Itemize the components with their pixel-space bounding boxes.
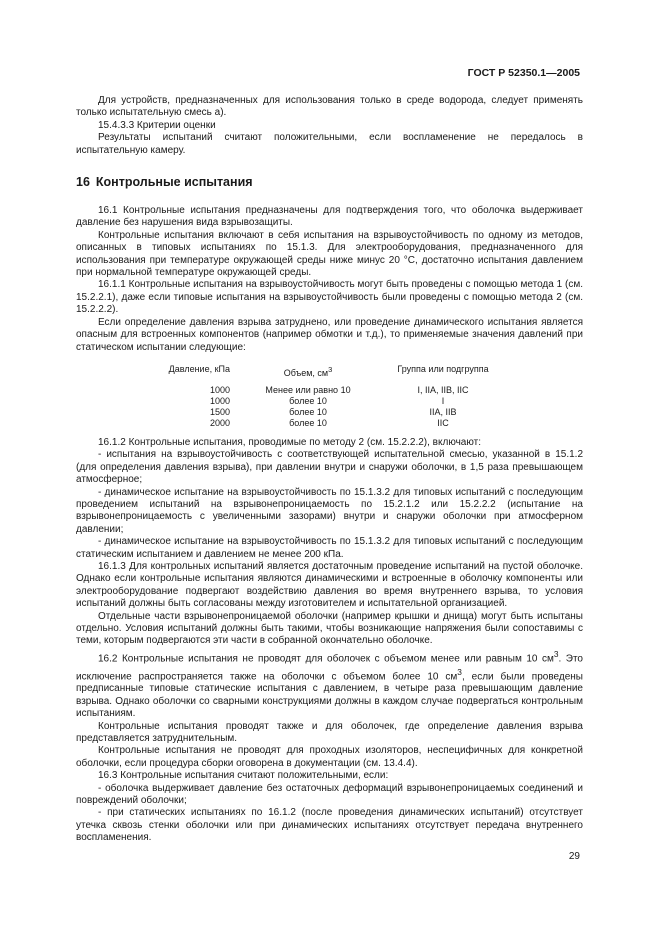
superscript-3: 3 xyxy=(457,666,462,677)
paragraph-16-3: 16.3 Контрольные испытания считают положительными, если: xyxy=(98,770,389,782)
section-heading xyxy=(76,175,583,190)
table-header-row xyxy=(76,364,518,385)
paragraph-16-2: 16.2 Контрольные испытания не проводят для оболочек с объемом менее или равным 10 $см^3$. Это исключение распространяется также на оболочки с объемом более 10 $см^3$, если были проведены предписанные типовые статические испытания с давлением, в четыре раза превышающим давление взрыва. Однако оболочки со сварными конструкциями должны в каждом случае подвергаться контрольным испытаниям. xyxy=(76,648,583,720)
paragraph-16-2-b: Контрольные испытания проводят также и для оболочек, где определение давления взрыва представляется затруднительным. xyxy=(76,720,583,744)
subheading-criteria: 15.4.3.3 Критерии оценки xyxy=(98,119,216,131)
cell-pressure: 2000 xyxy=(209,417,230,428)
cell-pressure: 1000 xyxy=(209,395,230,406)
paragraph-16-1-1: 16.1.1 Контрольные испытания на взрывоустойчивость могут быть проведены с помощью метода 1 (см. 15.2.2.1), даже если типовые испытания на взрывоустойчивость были проведены с помощью метода 2 (см. 15.2.2.2). xyxy=(76,279,583,316)
list-item-16-3-a: - оболочка выдерживает давление без остаточных деформаций взрывонепроницаемых соединений и повреждений оболочки; xyxy=(76,782,583,806)
header-volume: Объем, $см^3$ xyxy=(283,364,333,378)
page-number: 29 xyxy=(568,851,580,862)
page-content xyxy=(76,95,583,845)
paragraph-16-1-2: 16.1.2 Контрольные испытания, проводимые по методу 2 (см. 15.2.2.2), включают: xyxy=(98,436,482,448)
cell-volume: Менее или равно 10 xyxy=(265,384,351,395)
cell-group: I, IIA, IIB, IIC xyxy=(417,384,469,395)
table-row xyxy=(76,418,518,429)
cell-group: IIC xyxy=(437,417,449,428)
list-item-16-1-2-c: - динамическое испытание на взрывоустойчивость по 15.1.3.2 для типовых испытаний с последующим статическим испытанием и давлением не менее 200 кПа. xyxy=(76,536,583,560)
paragraph-16-1-b: Контрольные испытания включают в себя испытания на взрывоустойчивость по одному из методов, описанных в типовых испытаниях по 15.1.3. Для электрооборудования, предназначенного для использования при температуре окружающей среды ниже минус 20 °С, достаточно испытания давлением при нормальной температуре окружающей среды. xyxy=(76,229,583,279)
paragraph-16-1: 16.1 Контрольные испытания предназначены для подтверждения того, что оболочка выдерживает давление без нарушения вида взрывозащиты. xyxy=(76,205,583,229)
paragraph-hydrogen: Для устройств, предназначенных для использования только в среде водорода, следует применять только испытательную смесь а). xyxy=(76,95,583,119)
cell-group: IIA, IIB xyxy=(429,406,457,417)
paragraph-16-1-3-b: Отдельные части взрывонепроницаемой оболочки (например крышки и днища) могут быть испытаны отдельно. Условия испытаний должны быть такими, чтобы возникающие напряжения были сопоставимы с теми, которым подвергаются эти части в собранной окончательно оболочке. xyxy=(76,610,583,647)
section-title: Контрольные испытания xyxy=(95,175,253,190)
table-row xyxy=(76,407,518,418)
cell-pressure: 1500 xyxy=(209,406,230,417)
list-item-16-1-2-b: - динамическое испытание на взрывоустойчивость по 15.1.3.2 для типовых испытаний с последующим проведением испытаний на взрывонепроницаемость по 15.2.1.2 или 15.2.2.2 (испытание на взрывонепроницаемость с увеличенными зазорами) внутри и снаружи оболочки при атмосферном давлении; xyxy=(76,486,583,535)
cell-pressure: 1000 xyxy=(209,384,230,395)
header-pressure: Давление, кПа xyxy=(168,363,230,374)
table-row xyxy=(76,385,518,396)
paragraph-16-1-3: 16.1.3 Для контрольных испытаний является достаточным проведение испытаний на пустой оболочке. Однако если контрольные испытания являются динамическими и встроенные в оболочку компоненты или электрооборудование подвергают воздействию давления во время внутреннего взрыва, то условия испытаний должны быть согласованы между изготовителем и испытательной организацией. xyxy=(76,560,583,610)
superscript-3: 3 xyxy=(553,648,559,659)
table-row xyxy=(76,396,518,407)
list-item-16-3-b: - при статических испытаниях по 16.1.2 (после проведения динамических испытаний) отсутствует утечка сквозь стенки оболочки или при динамических испытаниях отсутствует передача внутреннего воспламенения. xyxy=(76,807,583,844)
list-item-16-1-2-a: - испытания на взрывоустойчивость с соответствующей испытательной смесью, указанной в 15.1.2 (для определения давления взрыва), при давлении внутри и снаружи оболочки, в 1,5 раза превышающем атмосферное; xyxy=(76,449,583,486)
standard-header: ГОСТ Р 52350.1—2005 xyxy=(467,67,580,79)
pressure-table xyxy=(76,364,518,429)
paragraph-results: Результаты испытаний считают положительными, если воспламенение не передалось в испытательную камеру. xyxy=(76,132,583,156)
section-number: 16 xyxy=(76,175,90,190)
header-volume-sup: 3 xyxy=(328,364,333,374)
cell-volume: более 10 xyxy=(289,417,327,428)
header-group: Группа или подгруппа xyxy=(397,363,489,374)
cell-volume: более 10 xyxy=(289,406,327,417)
paragraph-16-2-c: Контрольные испытания не проводят для проходных изоляторов, неспецифичных для конкретной оболочки, если процедура сборки оговорена в документации (см. 13.4.4). xyxy=(76,745,583,769)
paragraph-16-1-1-b: Если определение давления взрыва затруднено, или проведение динамического испытания является опасным для встроенных компонентов (например обмотки и т.д.), то применяемые значения давлений при статическом испытании следующие: xyxy=(76,316,583,353)
cell-volume: более 10 xyxy=(289,395,327,406)
cell-group: I xyxy=(441,395,445,406)
